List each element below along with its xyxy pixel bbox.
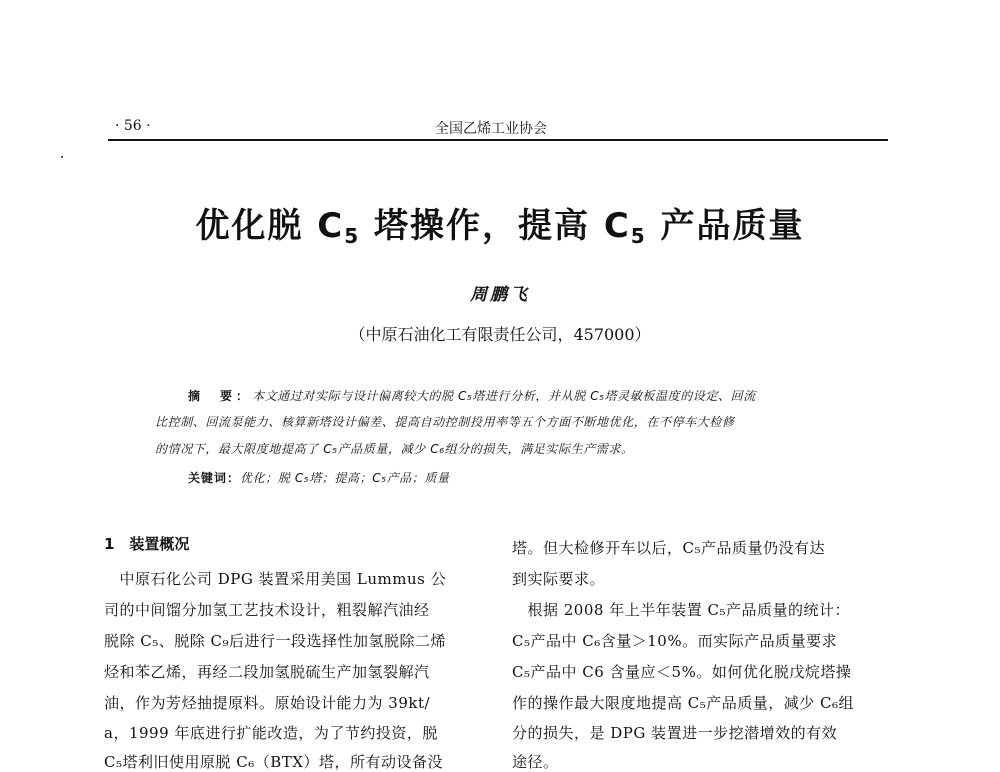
page-number: · 56 · (115, 118, 151, 134)
keywords-label: 关键词： (188, 471, 241, 485)
left-line-5: 油，作为芳烃抽提原料。原始设计能力为 39kt/ (104, 694, 431, 712)
keywords-text: 优化；脱 C₅塔；提高；C₅产品；质量 (240, 471, 450, 485)
header-rule (108, 139, 888, 141)
right-line-5: C₅产品中 C6 含量应＜5%。如何优化脱戊烷塔操 (512, 663, 852, 681)
section-heading: 1 装置概况 (104, 535, 190, 553)
abstract-line-3: 的情况下，最大限度地提高了 C₅产品质量，减少 C₆组分的损失，满足实际生产需求。 (155, 442, 634, 456)
left-line-7: C₅塔利旧使用原脱 C₆（BTX）塔，所有动设备没 (104, 753, 443, 771)
abstract-line-1: 摘 要：本文通过对实际与设计偏离较大的脱 C₅塔进行分析，并从脱 C₅塔灵敏板温度的设定、回流 (188, 389, 756, 403)
left-line-3: 脱除 C₅、脱除 C₉后进行一段选择性加氢脱除二烯 (104, 632, 447, 650)
keywords-line (188, 469, 450, 486)
right-line-1: 塔。但大检修开车以后，C₅产品质量仍没有达 (512, 539, 825, 557)
right-line-6: 作的操作最大限度地提高 C₅产品质量，减少 C₆组 (512, 694, 855, 712)
left-line-1: 中原石化公司 DPG 装置采用美国 Lummus 公 (104, 570, 447, 588)
journal-name: 全国乙烯工业协会 (435, 121, 547, 137)
left-line-6: a，1999 年底进行扩能改造，为了节约投资，脱 (104, 724, 438, 742)
paper-title: 优化脱 $C_5$ 塔操作，提高 $C_5$ 产品质量 (195, 206, 805, 248)
author-name: 周鹏飞 (470, 285, 530, 305)
right-line-7: 分的损失，是 DPG 装置进一步挖潜增效的有效 (512, 724, 838, 742)
right-line-3: 根据 2008 年上半年装置 C₅产品质量的统计： (512, 601, 850, 619)
abstract-line-2: 比控制、回流泵能力、核算新塔设计偏差、提高自动控制投用率等五个方面不断地优化，在不停车大检修 (155, 415, 735, 429)
left-line-4: 烃和苯乙烯，再经二段加氢脱硫生产加氢裂解汽 (104, 663, 430, 681)
right-line-8: 途径。 (512, 753, 559, 771)
right-line-2: 到实际要求。 (512, 570, 606, 588)
right-line-4: C₅产品中 C₆含量＞10%。而实际产品质量要求 (512, 632, 838, 650)
abstract-label: 摘 要： (188, 389, 253, 403)
left-line-2: 司的中间馏分加氢工艺技术设计，粗裂解汽油经 (104, 601, 430, 619)
scan-speck (61, 156, 63, 158)
affiliation: （中原石油化工有限责任公司，457000） (349, 325, 651, 344)
